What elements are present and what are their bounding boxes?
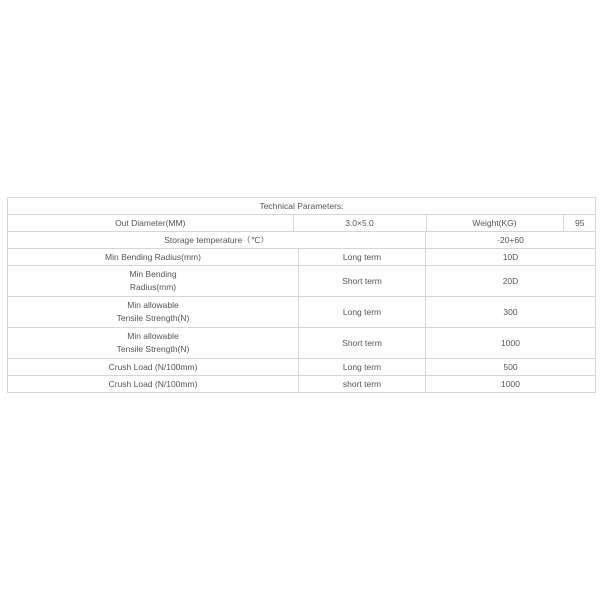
param-line: Min allowable [127,300,179,310]
out-diameter-value: 3.0×5.0 [293,215,426,231]
param-line: Tensile Strength(N) [116,313,190,323]
storage-temperature-label: Storage temperature（℃） [8,232,426,249]
table-title: Technical Parameters: [8,198,596,215]
param-line: Tensile Strength(N) [116,344,190,354]
param-cell [8,328,299,359]
table-row [8,266,596,297]
param-cell: Crush Load (N/100mm) [8,376,299,393]
table-row [8,249,596,266]
table-row [8,376,596,393]
weight-value: 95 [575,217,585,228]
term-cell: Short term [299,328,426,359]
value-cell: 1000 [426,376,596,393]
param-cell: Crush Load (N/100mm) [8,359,299,376]
table-row [8,297,596,328]
parameters-grid [7,197,596,393]
param-cell: Min Bending Radius(mm) [8,249,299,266]
value-cell: 10D [426,249,596,266]
term-cell: Long term [299,359,426,376]
storage-temperature-value: -20+60 [426,232,596,249]
param-cell [8,266,299,297]
table-row [8,328,596,359]
storage-temperature-row [8,232,596,249]
diameter-row [8,215,596,232]
term-cell: Long term [299,249,426,266]
value-cell: 20D [426,266,596,297]
table-row [8,359,596,376]
technical-parameters-table [7,197,595,393]
out-diameter-label: Out Diameter(MM) [8,215,293,231]
term-cell: short term [299,376,426,393]
param-cell [8,297,299,328]
value-cell: 1000 [426,328,596,359]
table-title-row [8,198,596,215]
value-cell: 500 [426,359,596,376]
term-cell: Long term [299,297,426,328]
term-cell: Short term [299,266,426,297]
weight-label: Weight(KG) [426,215,563,231]
param-line: Min allowable [127,331,179,341]
param-line: Radius(mm) [129,282,177,292]
param-line: Min Bending [129,269,177,279]
value-cell: 300 [426,297,596,328]
